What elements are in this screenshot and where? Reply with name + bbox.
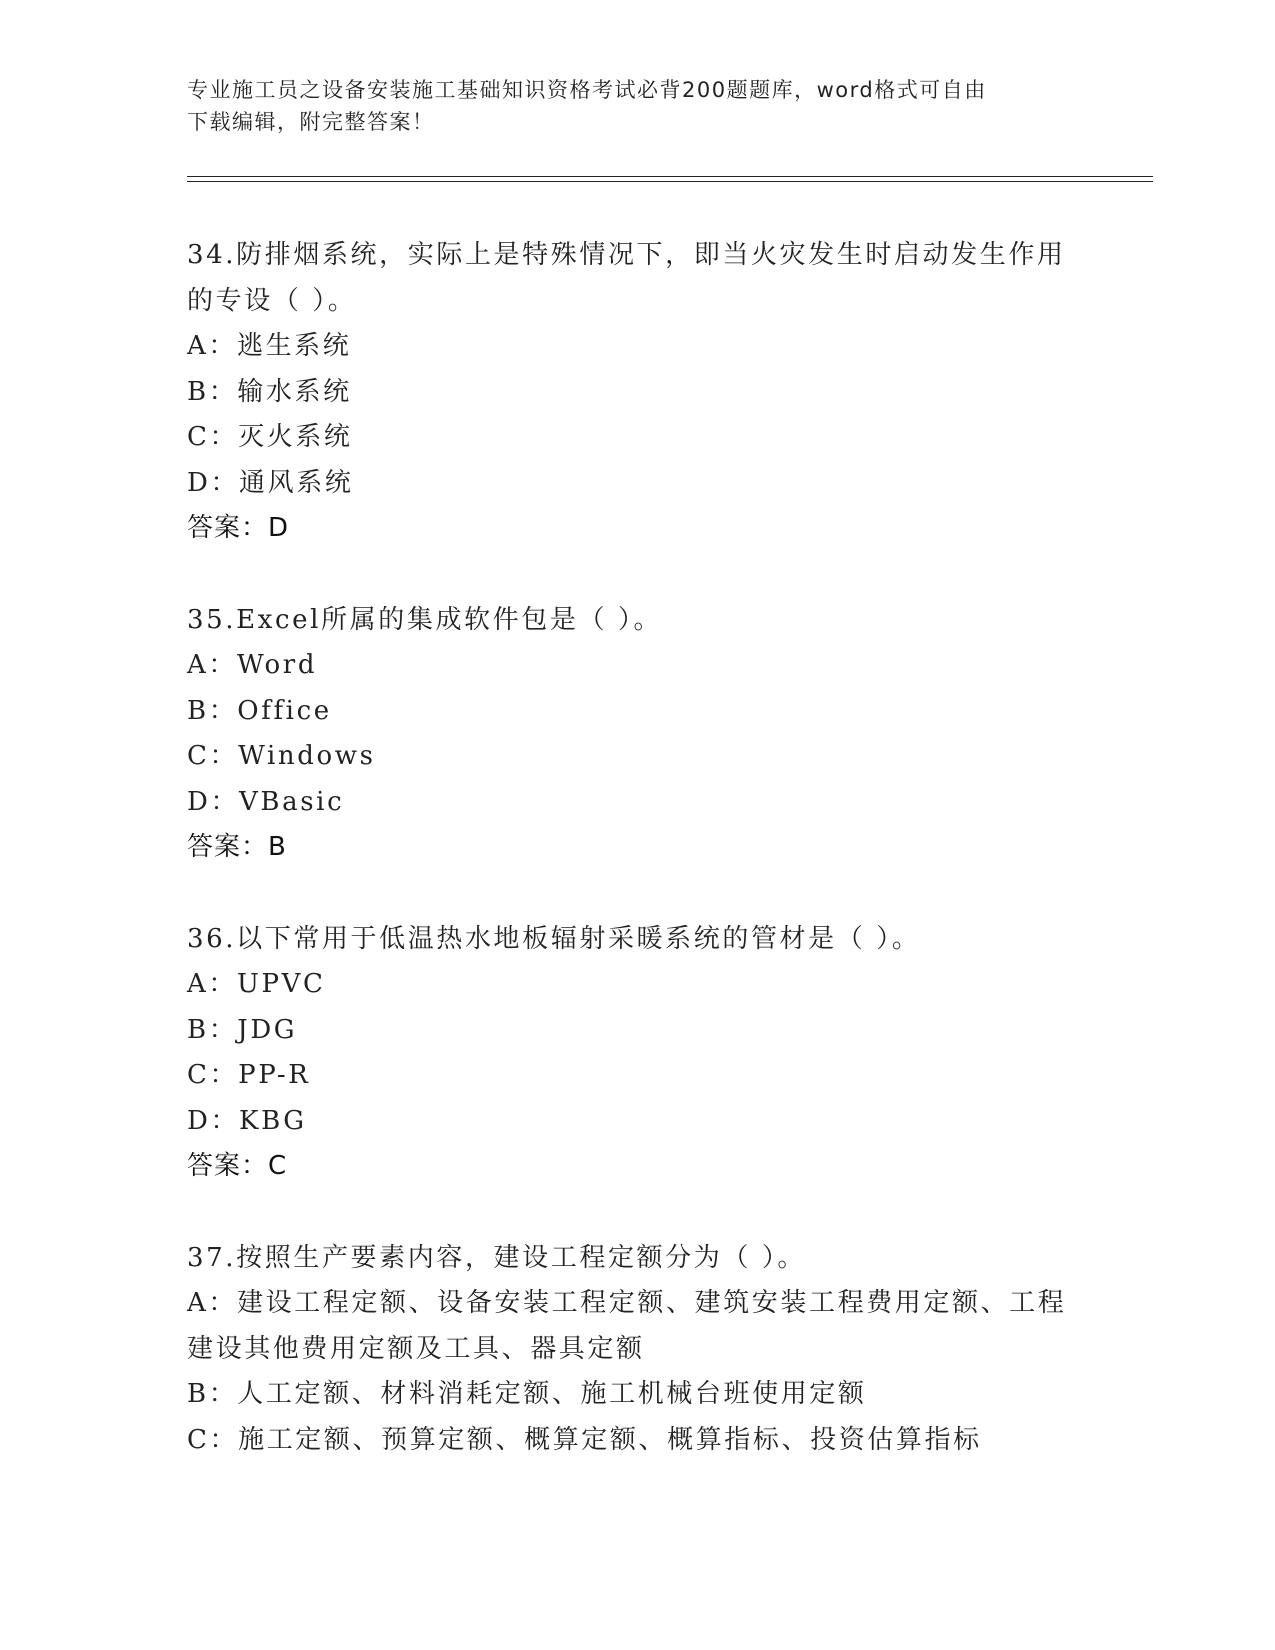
option-b: B：输水系统 bbox=[187, 376, 352, 407]
option-d: D：KBG bbox=[187, 1105, 307, 1136]
question-34 bbox=[187, 233, 1087, 552]
option-a: A：UPVC bbox=[187, 969, 326, 999]
option-b: B：JDG bbox=[187, 1014, 298, 1045]
question-text: 37.按照生产要素内容，建设工程定额分为（ ）。 bbox=[187, 1242, 807, 1273]
option-b: B：Office bbox=[187, 695, 332, 726]
option-a: A：Word bbox=[187, 650, 318, 680]
option-d: D：VBasic bbox=[187, 786, 345, 817]
answer-label: 答案：C bbox=[187, 1151, 288, 1181]
option-a: A：建设工程定额、设备安装工程定额、建筑安装工程费用定额、工程 bbox=[187, 1288, 1067, 1318]
question-text: 34.防排烟系统，实际上是特殊情况下，即当火灾发生时启动发生作用 bbox=[187, 240, 1066, 270]
question-text: 36.以下常用于低温热水地板辐射采暖系统的管材是（ ）。 bbox=[187, 923, 921, 954]
option-a-continued: 建设其他费用定额及工具、器具定额 bbox=[187, 1333, 645, 1364]
question-35 bbox=[187, 598, 1087, 871]
option-c: C：Windows bbox=[187, 741, 376, 771]
option-c: C：施工定额、预算定额、概算定额、概算指标、投资估算指标 bbox=[187, 1424, 982, 1455]
option-c: C：灭火系统 bbox=[187, 422, 353, 452]
header-line-1: 专业施工员之设备安装施工基础知识资格考试必背200题题库，word格式可自由 bbox=[187, 78, 987, 102]
option-a: A：逃生系统 bbox=[187, 331, 352, 361]
header-line-2: 下载编辑，附完整答案！ bbox=[187, 110, 435, 134]
answer-label: 答案：D bbox=[187, 513, 290, 543]
document-header bbox=[187, 74, 1067, 138]
option-d: D：通风系统 bbox=[187, 467, 354, 498]
option-b: B：人工定额、材料消耗定额、施工机械台班使用定额 bbox=[187, 1379, 867, 1409]
question-text: 35.Excel所属的集成软件包是（ ）。 bbox=[187, 604, 663, 635]
question-37 bbox=[187, 1236, 1087, 1464]
header-rule-bottom bbox=[187, 181, 1153, 182]
header-rule-top bbox=[187, 176, 1153, 177]
question-list bbox=[187, 233, 1087, 1509]
answer-label: 答案：B bbox=[187, 832, 287, 862]
question-36 bbox=[187, 917, 1087, 1190]
option-c: C：PP-R bbox=[187, 1060, 311, 1090]
question-text: 的专设（ ）。 bbox=[187, 285, 357, 316]
